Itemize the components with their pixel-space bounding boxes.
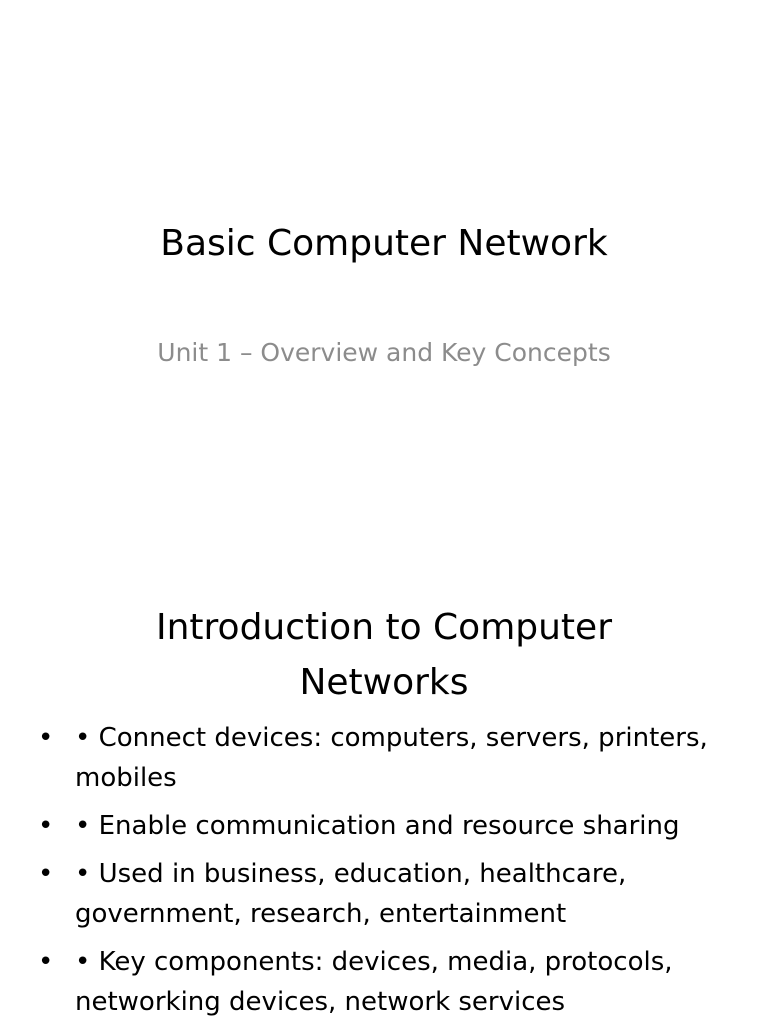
slide-subtitle: Unit 1 – Overview and Key Concepts xyxy=(157,338,611,367)
bullet-marker: • xyxy=(38,859,54,889)
slide-title-heading: Basic Computer Network xyxy=(160,223,608,264)
bullet-text: • Connect devices: computers, servers, printers, mobiles xyxy=(75,723,708,793)
bullet-text: • Key components: devices, media, protocols, networking devices, network services xyxy=(75,947,673,1017)
slide-introduction xyxy=(0,512,768,1024)
bullet-list xyxy=(38,718,738,1030)
bullet-item xyxy=(38,942,738,1022)
bullet-marker: • xyxy=(38,811,54,841)
slide-title xyxy=(0,0,768,512)
slide-heading: Introduction to Computer Networks xyxy=(156,607,612,703)
bullet-item xyxy=(38,718,738,798)
bullet-item xyxy=(38,806,738,846)
bullet-text: • Enable communication and resource sharing xyxy=(75,811,680,841)
bullet-text: • Used in business, education, healthcare, government, research, entertainment xyxy=(75,859,627,929)
bullet-marker: • xyxy=(38,947,54,977)
bullet-item xyxy=(38,854,738,934)
bullet-marker: • xyxy=(38,723,54,753)
